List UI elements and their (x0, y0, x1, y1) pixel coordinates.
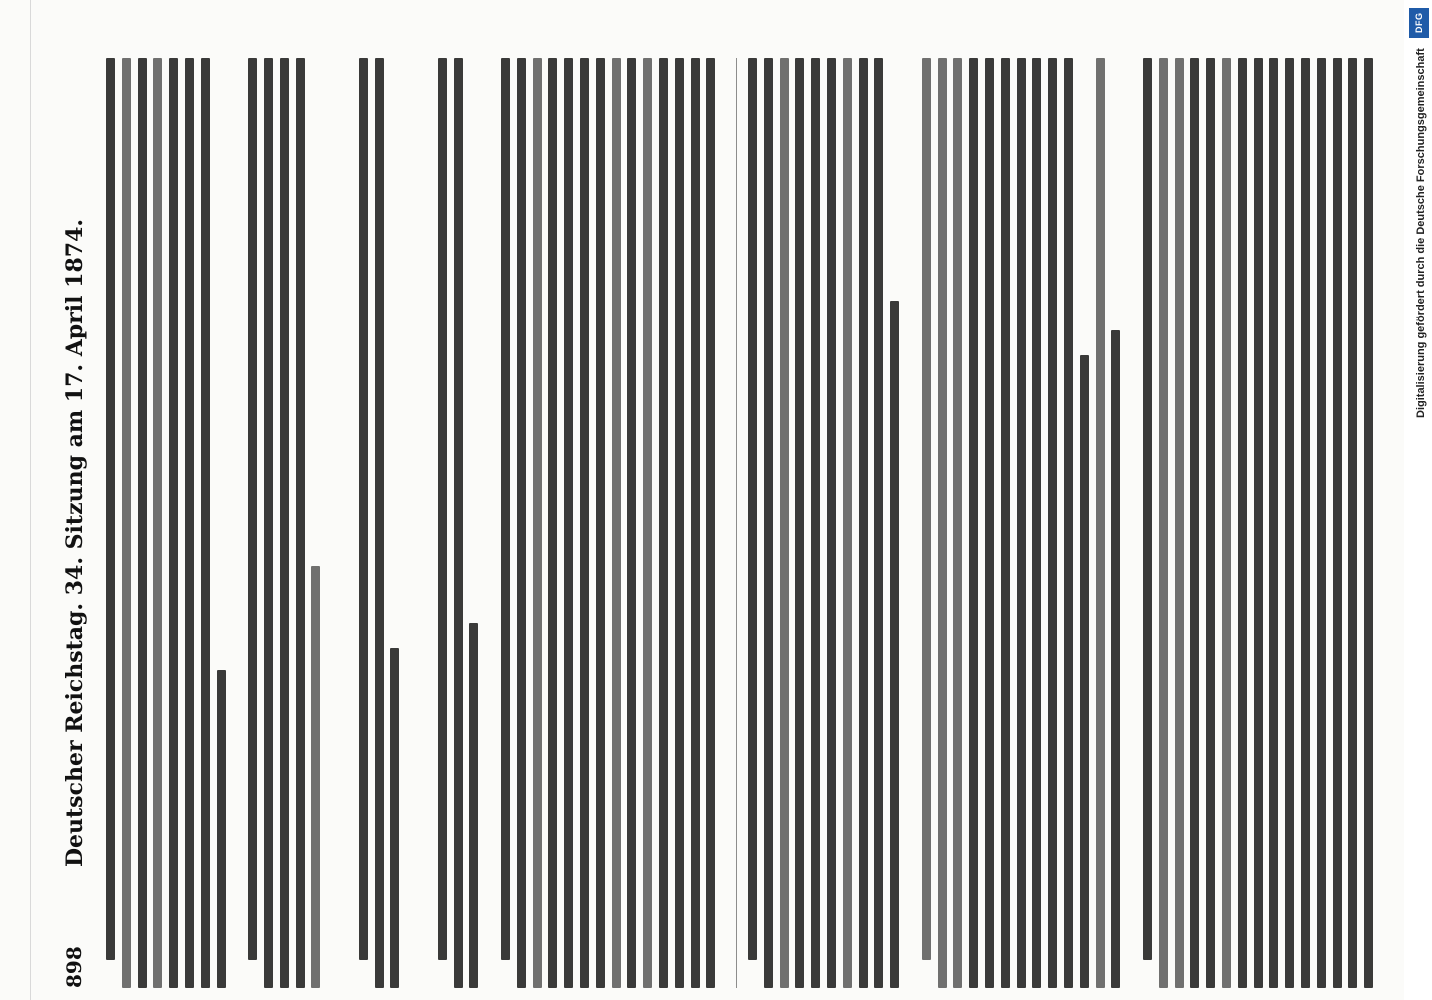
body-text-line (1111, 330, 1120, 988)
body-text-line (764, 58, 773, 988)
body-text-line (985, 58, 994, 988)
body-text-line (564, 58, 573, 988)
body-text-line (922, 58, 931, 960)
body-text-line (438, 58, 447, 960)
body-text-line (1333, 58, 1342, 988)
body-text-line (627, 58, 636, 988)
body-text-line (1285, 58, 1294, 988)
body-text-line (1301, 58, 1310, 988)
body-text-line (375, 58, 384, 988)
body-text-line (1317, 58, 1326, 988)
body-text-line (596, 58, 605, 988)
dfg-logo: DFG (1409, 8, 1429, 38)
body-text-line (953, 58, 962, 988)
body-text-line (296, 58, 305, 988)
running-title: Deutscher Reichstag. 34. Sitzung am 17. April 1874. (62, 218, 88, 868)
body-text-line (280, 58, 289, 988)
body-text-line (1032, 58, 1041, 988)
rotated-page-body (58, 58, 1398, 988)
body-text-line (1175, 58, 1184, 988)
body-text-line (1048, 58, 1057, 988)
body-text-line (390, 648, 399, 988)
body-text-line (706, 58, 715, 988)
body-text-line (795, 58, 804, 988)
body-text-line (843, 58, 852, 988)
body-text-line (548, 58, 557, 988)
body-text-line (675, 58, 684, 988)
body-text-line (780, 58, 789, 988)
body-text-line (1080, 355, 1089, 988)
body-text-line (691, 58, 700, 988)
body-text-line (1159, 58, 1168, 988)
text-column-left (106, 58, 726, 988)
body-text-line (969, 58, 978, 988)
body-text-line (264, 58, 273, 988)
body-text-line (311, 566, 320, 988)
body-text-line (1206, 58, 1215, 988)
body-text-line (454, 58, 463, 988)
scan-edge (30, 0, 31, 1000)
body-text-line (1269, 58, 1278, 988)
body-text-line (874, 58, 883, 988)
body-text-line (1222, 58, 1231, 988)
body-text-line (217, 670, 226, 988)
body-text-line (1190, 58, 1199, 988)
body-text-line (1064, 58, 1073, 988)
body-text-line (106, 58, 115, 960)
body-text-line (517, 58, 526, 988)
page-number: 898 (62, 946, 86, 988)
body-text-line (1096, 58, 1105, 988)
body-text-line (811, 58, 820, 988)
body-text-line (185, 58, 194, 988)
body-text-line (859, 58, 868, 988)
body-text-line (612, 58, 621, 988)
column-divider (736, 58, 737, 988)
digitization-sidebar (1404, 0, 1432, 1000)
text-column-right (748, 58, 1388, 988)
body-text-line (1348, 58, 1357, 988)
running-header (58, 58, 98, 988)
body-text-line (1364, 58, 1373, 988)
body-text-line (169, 58, 178, 988)
body-text-line (1254, 58, 1263, 988)
body-text-line (122, 58, 131, 988)
body-text-line (748, 58, 757, 960)
body-text-line (248, 58, 257, 960)
body-text-line (533, 58, 542, 988)
body-text-line (938, 58, 947, 988)
body-text-line (643, 58, 652, 988)
body-text-line (1017, 58, 1026, 988)
body-text-line (501, 58, 510, 960)
body-text-line (827, 58, 836, 988)
body-text-line (469, 623, 478, 988)
body-text-line (153, 58, 162, 988)
body-text-line (659, 58, 668, 988)
body-text-line (359, 58, 368, 960)
body-text-line (580, 58, 589, 988)
digitization-credit: Digitalisierung gefördert durch die Deutsche Forschungsgemeinschaft (1415, 48, 1427, 418)
body-text-line (1001, 58, 1010, 988)
body-text-line (890, 301, 899, 988)
body-text-line (201, 58, 210, 988)
body-text-line (1143, 58, 1152, 960)
body-text-line (138, 58, 147, 988)
body-text-line (1238, 58, 1247, 988)
